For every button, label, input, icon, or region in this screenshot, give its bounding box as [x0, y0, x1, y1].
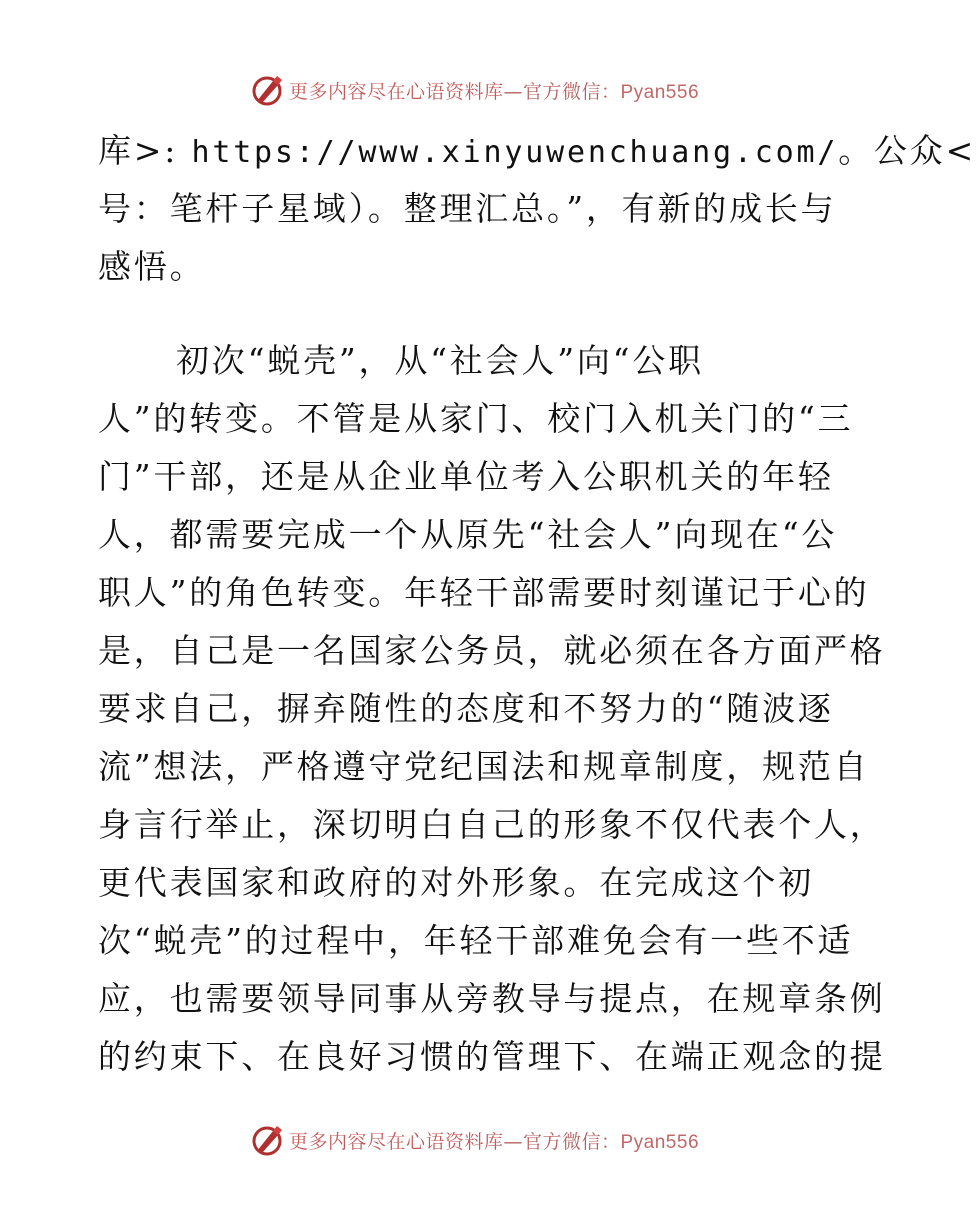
header-banner — [0, 70, 950, 110]
body-line — [98, 122, 976, 180]
body-line: 号：笔杆子星域）。整理汇总。”，有新的成长与 — [98, 189, 837, 228]
header-site-text: 更多内容尽在心语资料库 — [288, 80, 504, 103]
body-line: 流”想法，严格遵守党纪国法和规章制度，规范自 — [98, 747, 870, 786]
body-line: 应，也需要领导同事从旁教导与提点，在规章条例 — [98, 979, 886, 1018]
body-line: 人”的转变。不管是从家门、校门入机关门的“三 — [98, 399, 854, 438]
pen-logo-icon — [251, 73, 285, 107]
footer-site-text: 更多内容尽在心语资料库 — [288, 1130, 504, 1153]
line1-prefix: 库>: — [98, 131, 192, 170]
body-line: 职人”的角色转变。年轻干部需要时刻谨记于心的 — [98, 573, 870, 612]
footer-banner — [0, 1120, 950, 1160]
body-line: 身言行举止，深切明白自己的形象不仅代表个人， — [98, 805, 886, 844]
body-line: 是，自己是一名国家公务员，就必须在各方面严格 — [98, 631, 886, 670]
body-line: 次“蜕壳”的过程中，年轻干部难免会有一些不适 — [98, 921, 854, 960]
footer-wechat-label: 官方微信： — [522, 1130, 621, 1153]
header-wechat-id: Pyan556 — [620, 81, 700, 103]
url-text: https://www.xinyuwenchuang.com/ — [191, 135, 839, 170]
paragraph-first-line: 初次“蜕壳”，从“社会人”向“公职 — [176, 341, 704, 380]
footer-wechat-id: Pyan556 — [620, 1131, 700, 1153]
header-banner-text — [289, 77, 699, 104]
body-line: 的约束下、在良好习惯的管理下、在端正观念的提 — [98, 1037, 886, 1076]
document-body — [98, 122, 976, 1086]
body-line: 门”干部，还是从企业单位考入公职机关的年轻 — [98, 457, 834, 496]
body-line: 人，都需要完成一个从原先“社会人”向现在“公 — [98, 515, 838, 554]
body-line: 要求自己，摒弃随性的态度和不努力的“随波逐 — [98, 689, 834, 728]
header-wechat-label: 官方微信： — [522, 80, 621, 103]
footer-banner-text — [289, 1127, 699, 1154]
pen-logo-icon — [251, 1123, 285, 1157]
line1-suffix: 。公众< — [838, 131, 976, 170]
body-line: 更代表国家和政府的对外形象。在完成这个初 — [98, 863, 814, 902]
body-line: 感悟。 — [98, 247, 206, 286]
footer-dash: — — [503, 1130, 523, 1153]
header-dash: — — [503, 80, 523, 103]
